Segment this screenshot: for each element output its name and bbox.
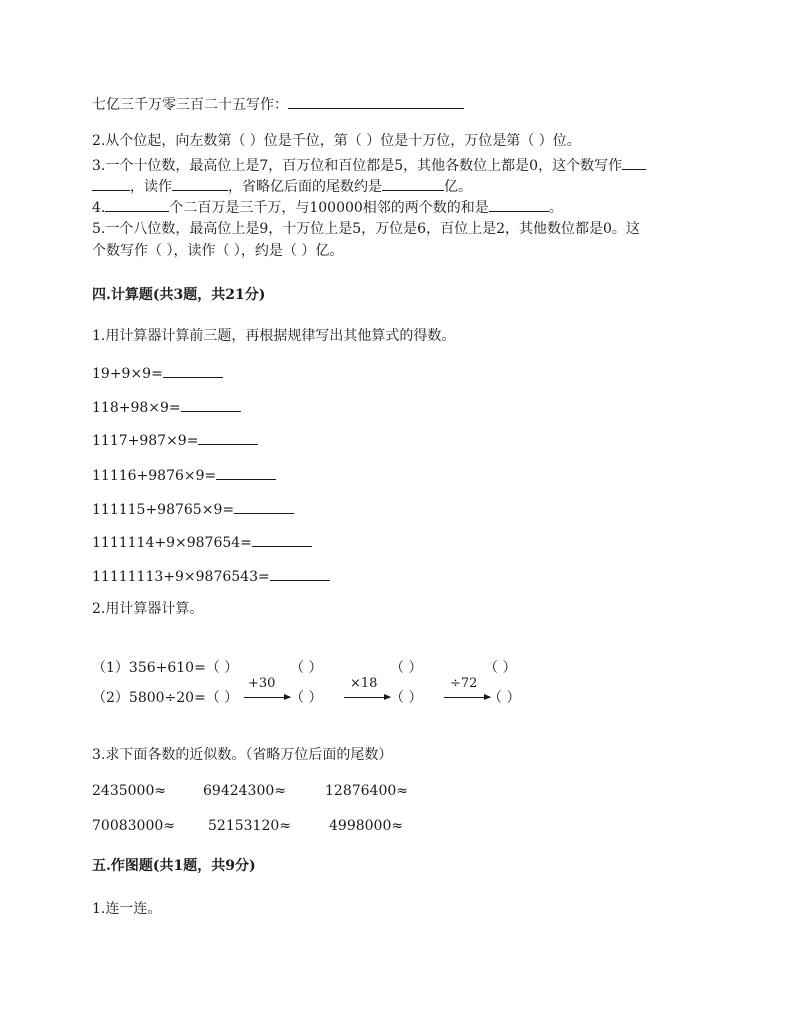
equation-row	[92, 430, 258, 451]
approx-item: 52153120≈	[208, 818, 291, 834]
chain-blank[interactable]: （ ）	[390, 690, 423, 706]
section-4-heading: 四.计算题(共3题，共21分)	[92, 287, 266, 303]
equation-row	[92, 532, 312, 553]
answer-blank[interactable]	[216, 465, 276, 480]
question-3-2: 2.从个位起，向左数第（ ）位是千位，第（ ）位是十万位，万位是第（ ）位。	[92, 133, 581, 149]
answer-blank[interactable]	[105, 197, 169, 212]
answer-blank[interactable]	[92, 176, 130, 191]
approx-item: 12876400≈	[325, 783, 408, 799]
question-3-5-line2: 个数写作（ ），读作（ ），约是（ ）亿。	[92, 243, 344, 259]
question-text: 亿。	[444, 179, 472, 195]
operator-label: +30	[248, 676, 276, 691]
equation: 1117+987×9=	[92, 433, 199, 449]
question-3-1	[92, 94, 464, 115]
equation-row	[92, 465, 276, 486]
chain-blank[interactable]: （ ）	[484, 660, 517, 676]
question-text: 4.	[92, 200, 106, 216]
answer-blank[interactable]	[270, 566, 330, 581]
question-text: 。	[548, 200, 563, 216]
answer-blank[interactable]	[489, 197, 549, 212]
question-3-5-line1: 5.一个八位数，最高位上是9，十万位上是5，万位是6，百位上是2，其他数位都是0。这	[92, 221, 640, 237]
operator-label: ÷72	[450, 676, 478, 691]
approx-item: 69424300≈	[203, 783, 286, 799]
equation-row	[92, 499, 294, 520]
equation-row	[92, 397, 241, 418]
equation: 11111113+9×9876543=	[92, 569, 270, 585]
section-5-heading: 五.作图题(共1题，共9分)	[92, 858, 256, 874]
question-4-2-title: 2.用计算器计算。	[92, 601, 204, 617]
answer-blank[interactable]	[288, 94, 464, 109]
answer-blank[interactable]	[252, 532, 312, 547]
question-text: 七亿三千万零三百二十五写作：	[92, 97, 288, 113]
equation: 111115+98765×9=	[92, 502, 235, 518]
chain-blank[interactable]: （ ）	[290, 660, 323, 676]
question-4-1-title: 1.用计算器计算前三题，再根据规律写出其他算式的得数。	[92, 328, 456, 344]
question-text: 3.一个十位数，最高位上是7，百万位和百位都是5，其他各数位上都是0，这个数写作	[92, 158, 623, 174]
answer-blank[interactable]	[181, 397, 241, 412]
equation-row	[92, 566, 330, 587]
answer-blank[interactable]	[172, 176, 228, 191]
question-3-3-line2	[92, 176, 472, 197]
equation: 118+98×9=	[92, 400, 181, 416]
equation: 1111114+9×987654=	[92, 535, 252, 551]
answer-blank[interactable]	[234, 499, 294, 514]
answer-blank[interactable]	[622, 155, 646, 170]
approx-item: 70083000≈	[92, 818, 175, 834]
question-3-4	[92, 197, 563, 218]
answer-blank[interactable]	[198, 430, 258, 445]
chain-blank[interactable]: （ ）	[488, 690, 521, 706]
equation-row	[92, 363, 223, 384]
question-text: ，读作	[130, 179, 172, 195]
approx-item: 4998000≈	[329, 818, 404, 834]
equation: 19+9×9=	[92, 366, 163, 382]
chain-blank[interactable]: （ ）	[290, 690, 323, 706]
approx-item: 2435000≈	[92, 783, 167, 799]
equation: 11116+9876×9=	[92, 468, 217, 484]
chain-row-2-start: （2）5800÷20=（ ）	[92, 690, 239, 706]
answer-blank[interactable]	[163, 363, 223, 378]
answer-blank[interactable]	[382, 176, 444, 191]
chain-row-1-start: （1）356+610=（ ）	[92, 660, 239, 676]
operator-label: ×18	[350, 676, 378, 691]
chain-blank[interactable]: （ ）	[390, 660, 423, 676]
question-text: ，省略亿后面的尾数约是	[228, 179, 382, 195]
question-5-1-title: 1.连一连。	[92, 901, 162, 917]
question-text: 个二百万是三千万，与100000相邻的两个数的和是	[169, 200, 489, 216]
right-arrow-icon	[444, 697, 490, 698]
right-arrow-icon	[344, 697, 390, 698]
question-3-3-line1	[92, 155, 646, 176]
question-4-3-title: 3.求下面各数的近似数。（省略万位后面的尾数）	[92, 747, 393, 763]
right-arrow-icon	[244, 697, 290, 698]
